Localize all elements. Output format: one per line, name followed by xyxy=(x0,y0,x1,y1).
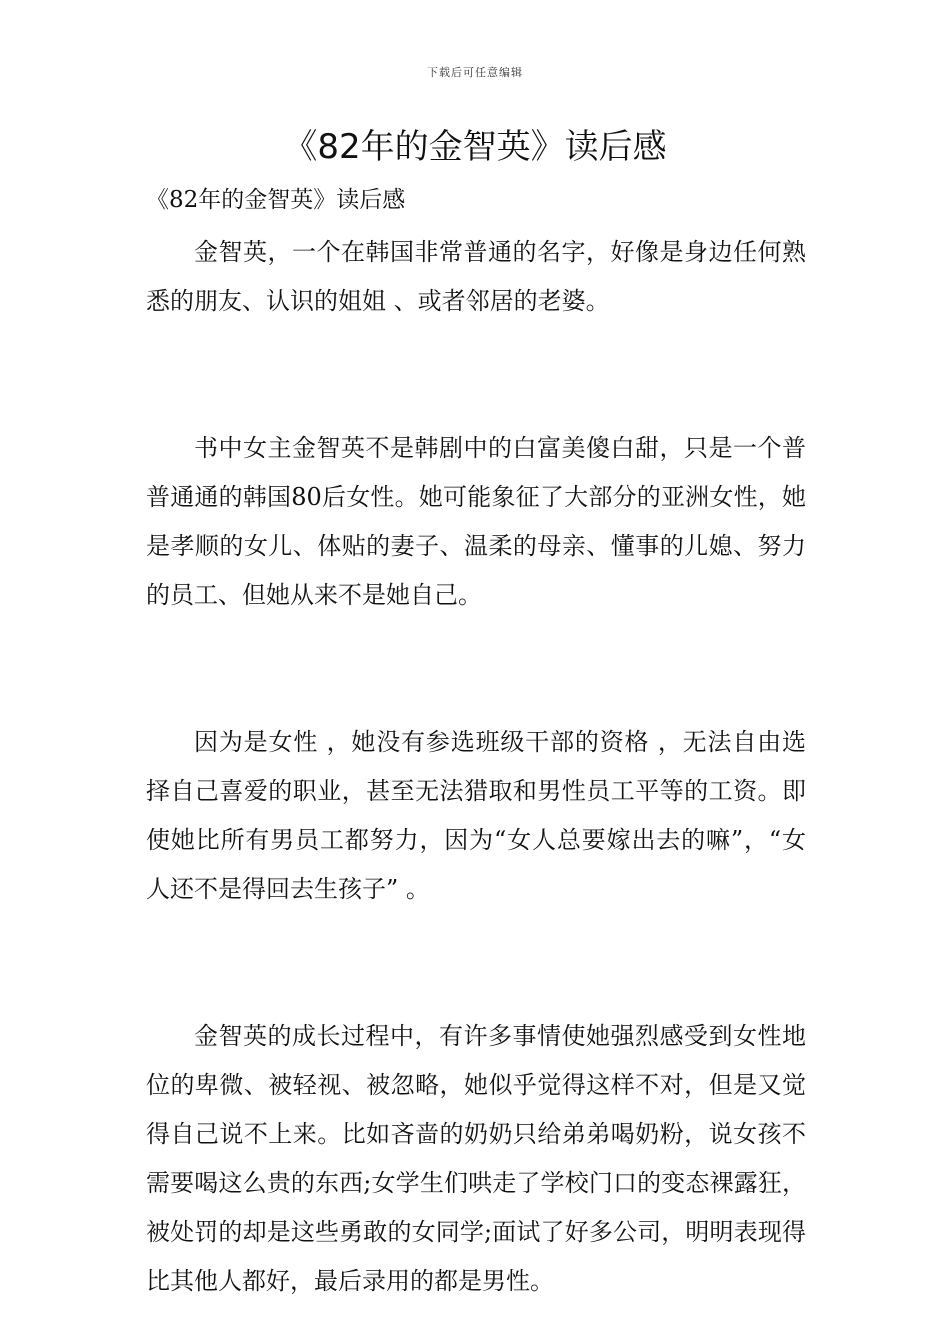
document-title: 《82年的金智英》读后感 xyxy=(283,127,667,167)
document-subtitle: 《82年的金智英》读后感 xyxy=(146,187,406,213)
header-note: 下载后可任意编辑 xyxy=(427,66,523,79)
document-body xyxy=(146,228,806,1306)
paragraph-2: 书中女主金智英不是韩剧中的白富美傻白甜，只是一个普普通通的韩国80后女性。她可能象征了大部分的亚洲女性，她是孝顺的女儿、体贴的妻子、温柔的母亲、懂事的儿媳、努力的员工、但她从来不是她自己。 xyxy=(146,434,806,609)
paragraph-4: 金智英的成长过程中，有许多事情使她强烈感受到女性地位的卑微、被轻视、被忽略，她似乎觉得这样不对，但是又觉得自己说不上来。比如吝啬的奶奶只给弟弟喝奶粉，说女孩不需要喝这么贵的东西;女学生们哄走了学校门口的变态裸露狂，被处罚的却是这些勇敢的女同学;面试了好多公司，明明表现得比其他人都好，最后录用的都是男性。 xyxy=(146,1022,806,1295)
paragraph-1: 金智英，一个在韩国非常普通的名字，好像是身边任何熟悉的朋友、认识的姐姐 、或者邻居的老婆。 xyxy=(146,238,806,315)
paragraph-3: 因为是女性 ，她没有参选班级干部的资格 ，无法自由选择自己喜爱的职业，甚至无法猎取和男性员工平等的工资。即使她比所有男员工都努力，因为“女人总要嫁出去的嘛”，“女人还不是得回去生孩子” 。 xyxy=(146,728,806,903)
